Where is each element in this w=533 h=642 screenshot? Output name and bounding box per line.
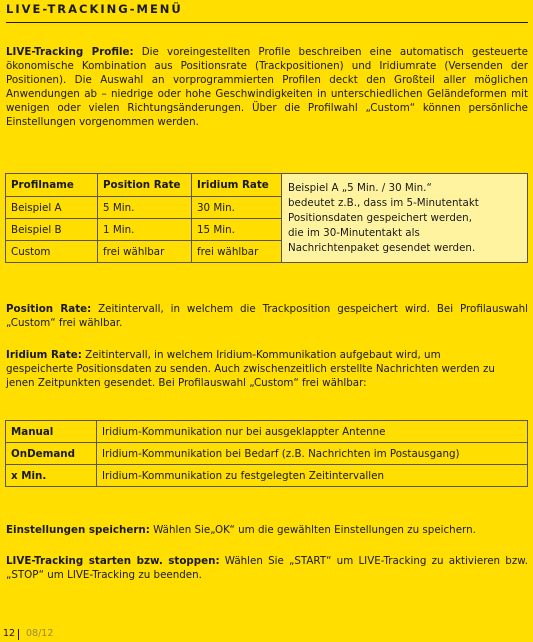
start-stop-text: Wählen Sie „START“ um LIVE-Tracking zu aktivieren bzw. „STOP“ um LIVE-Tracking zu beenden. [6, 555, 528, 581]
position-rate-paragraph [6, 302, 528, 330]
intro-text: Die voreingestellten Profile beschreiben eine automatisch gesteuerte ökonomische Kombination aus Positionsrate (Trackpositionen) und Iridiumrate (Versenden der Positionen). Die Auswahl an vorprogrammierten Profilen deckt den Großteil aller möglichen Anwendungen ab – niedrige oder hohe Geschwindigkeiten in unterschiedlichen Geländeformen mit wenigen oder vielen Richtungsänderungen. Über die Profilwahl „Custom“ können persönliche Einstellungen vorgenommen werden. [6, 46, 528, 128]
title-divider [6, 22, 528, 23]
example-note [282, 174, 528, 263]
table-row [6, 421, 528, 443]
cell-iridium-rate: frei wählbar [192, 241, 282, 263]
cell-profilname: Custom [6, 241, 98, 263]
position-rate-text: Zeitintervall, in welchem die Trackposition gespeichert wird. Bei Profilauswahl „Custom“ frei wählbar. [6, 303, 528, 329]
note-line: die im 30-Minutentakt als [288, 226, 420, 239]
table-row [6, 465, 528, 487]
cell-iridium-rate: 15 Min. [192, 219, 282, 241]
mode-description: Iridium-Kommunikation zu festgelegten Zeitintervallen [97, 465, 528, 487]
table-header-row [6, 174, 528, 197]
page-number: 12 [3, 628, 16, 639]
mode-name: OnDemand [6, 443, 97, 465]
note-line: Beispiel A „5 Min. / 30 Min.“ [288, 181, 432, 194]
start-stop-paragraph [6, 554, 528, 582]
cell-iridium-rate: 30 Min. [192, 197, 282, 219]
note-line: Nachrichtenpaket gesendet werden. [288, 241, 476, 254]
save-label: Einstellungen speichern: [6, 524, 150, 536]
table-row [6, 443, 528, 465]
column-header-profilname: Profilname [6, 174, 98, 197]
mode-name: Manual [6, 421, 97, 443]
profile-table [5, 173, 528, 263]
cell-position-rate: 5 Min. [98, 197, 192, 219]
note-line: Positionsdaten gespeichert werden, [288, 211, 472, 224]
footer-date: 08/12 [26, 628, 54, 639]
mode-name: x Min. [6, 465, 97, 487]
cell-position-rate: frei wählbar [98, 241, 192, 263]
column-header-position-rate: Position Rate [98, 174, 192, 197]
iridium-rate-line: Zeitintervall, in welchem Iridium-Kommunikation aufgebaut wird, um [81, 349, 441, 361]
iridium-rate-line: jenen Zeitpunkten gesendet. Bei Profilauswahl „Custom“ frei wählbar: [6, 377, 367, 389]
footer-divider [18, 629, 19, 640]
iridium-rate-label: Iridium Rate: [6, 349, 82, 361]
cell-profilname: Beispiel A [6, 197, 98, 219]
iridium-rate-paragraph [6, 348, 528, 390]
save-text: Wählen Sie„OK“ um die gewählten Einstellungen zu speichern. [149, 524, 476, 536]
save-paragraph [6, 523, 528, 537]
mode-table [5, 420, 528, 487]
cell-position-rate: 1 Min. [98, 219, 192, 241]
column-header-iridium-rate: Iridium Rate [192, 174, 282, 197]
note-line: bedeutet z.B., dass im 5-Minutentakt [288, 196, 479, 209]
mode-description: Iridium-Kommunikation nur bei ausgeklappter Antenne [97, 421, 528, 443]
intro-label: LIVE-Tracking Profile: [6, 46, 134, 58]
position-rate-label: Position Rate: [6, 303, 92, 315]
iridium-rate-line: gespeicherte Positionsdaten zu senden. Auch zwischenzeitlich erstellte Nachrichten werden zu [6, 363, 495, 375]
intro-paragraph [6, 45, 528, 129]
mode-description: Iridium-Kommunikation bei Bedarf (z.B. Nachrichten im Postausgang) [97, 443, 528, 465]
start-stop-label: LIVE-Tracking starten bzw. stoppen: [6, 555, 220, 567]
page-title: LIVE-TRACKING-MENÜ [6, 2, 183, 16]
cell-profilname: Beispiel B [6, 219, 98, 241]
